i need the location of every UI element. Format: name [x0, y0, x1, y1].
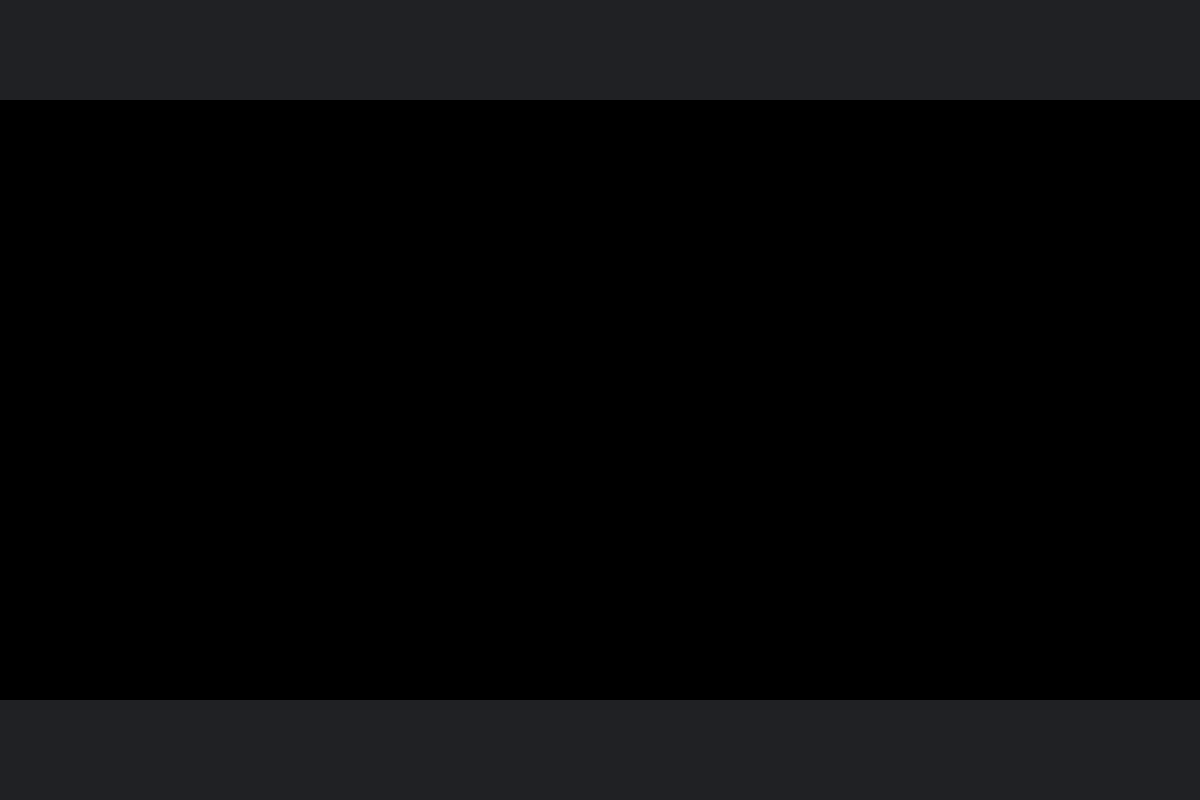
word-cloud	[0, 100, 1200, 700]
